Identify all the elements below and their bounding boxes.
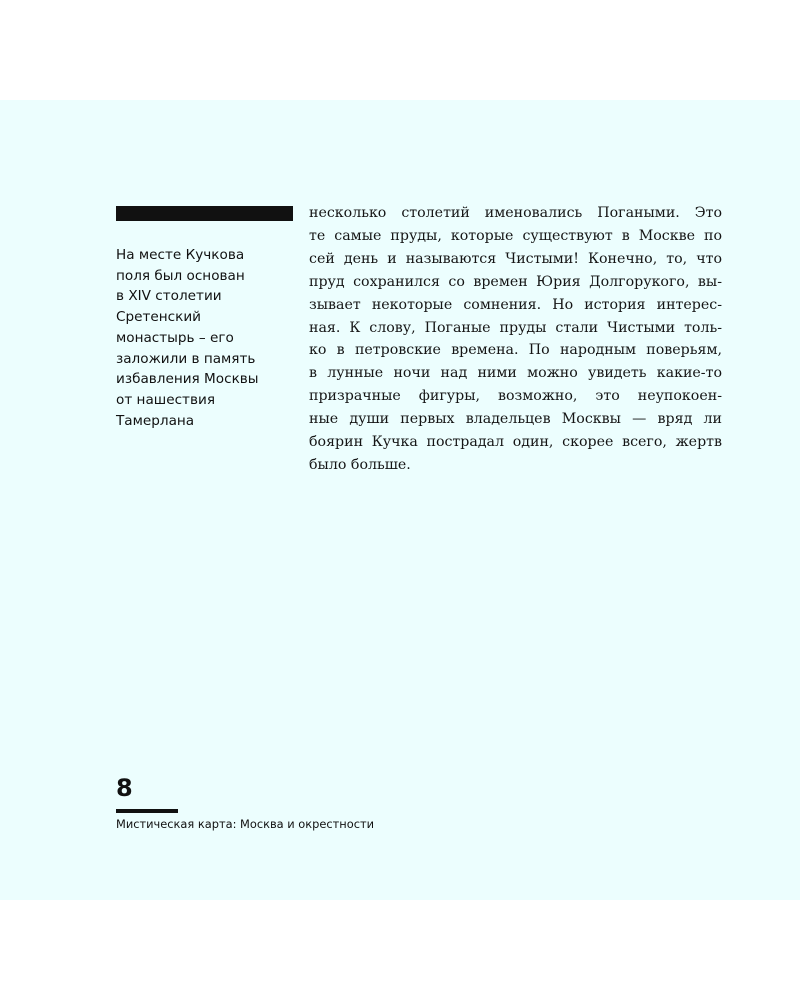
body-line: призрачные фигуры, возможно, это неупокоен- [309, 388, 722, 405]
sidebar-note [116, 245, 291, 431]
body-line: ные души первых владельцев Москвы — вряд ли [309, 411, 722, 428]
sidebar-line: от нашествия [116, 391, 215, 408]
sidebar-line: заложили в память [116, 350, 256, 367]
body-line: ная. К слову, Поганые пруды стали Чистыми толь- [309, 319, 722, 336]
page-number: 8 [116, 774, 133, 802]
sidebar-line: Тамерлана [116, 412, 195, 429]
sidebar-line: в XIV столетии [116, 288, 222, 305]
body-line: пруд сохранился со времен Юрия Долгорукого, вы- [309, 273, 722, 290]
body-line: сей день и называются Чистыми! Конечно, то, что [309, 250, 722, 267]
body-line: несколько столетий именовались Погаными. Это [309, 205, 722, 221]
book-page [0, 100, 800, 900]
decorative-bar [116, 206, 293, 221]
sidebar-line: избавления Москвы [116, 371, 259, 388]
sidebar-line: поля был основан [116, 267, 245, 284]
body-text [309, 202, 722, 477]
body-line: боярин Кучка пострадал один, скорее всего, жертв [309, 434, 722, 451]
body-line: зывает некоторые сомнения. Но история интерес- [309, 296, 722, 313]
body-line: в лунные ночи над ними можно увидеть какие-то [309, 365, 722, 382]
sidebar-line: Сретенский [116, 309, 202, 326]
sidebar-line: На месте Кучкова [116, 247, 245, 263]
sidebar-line: монастырь – его [116, 329, 234, 346]
footer-rule [116, 809, 178, 813]
body-line: было больше. [309, 456, 411, 473]
body-line: те самые пруды, которые существуют в Москве по [309, 227, 722, 244]
running-title: Мистическая карта: Москва и окрестности [116, 817, 375, 831]
body-line: ко в петровские времена. По народным поверьям, [309, 342, 722, 359]
